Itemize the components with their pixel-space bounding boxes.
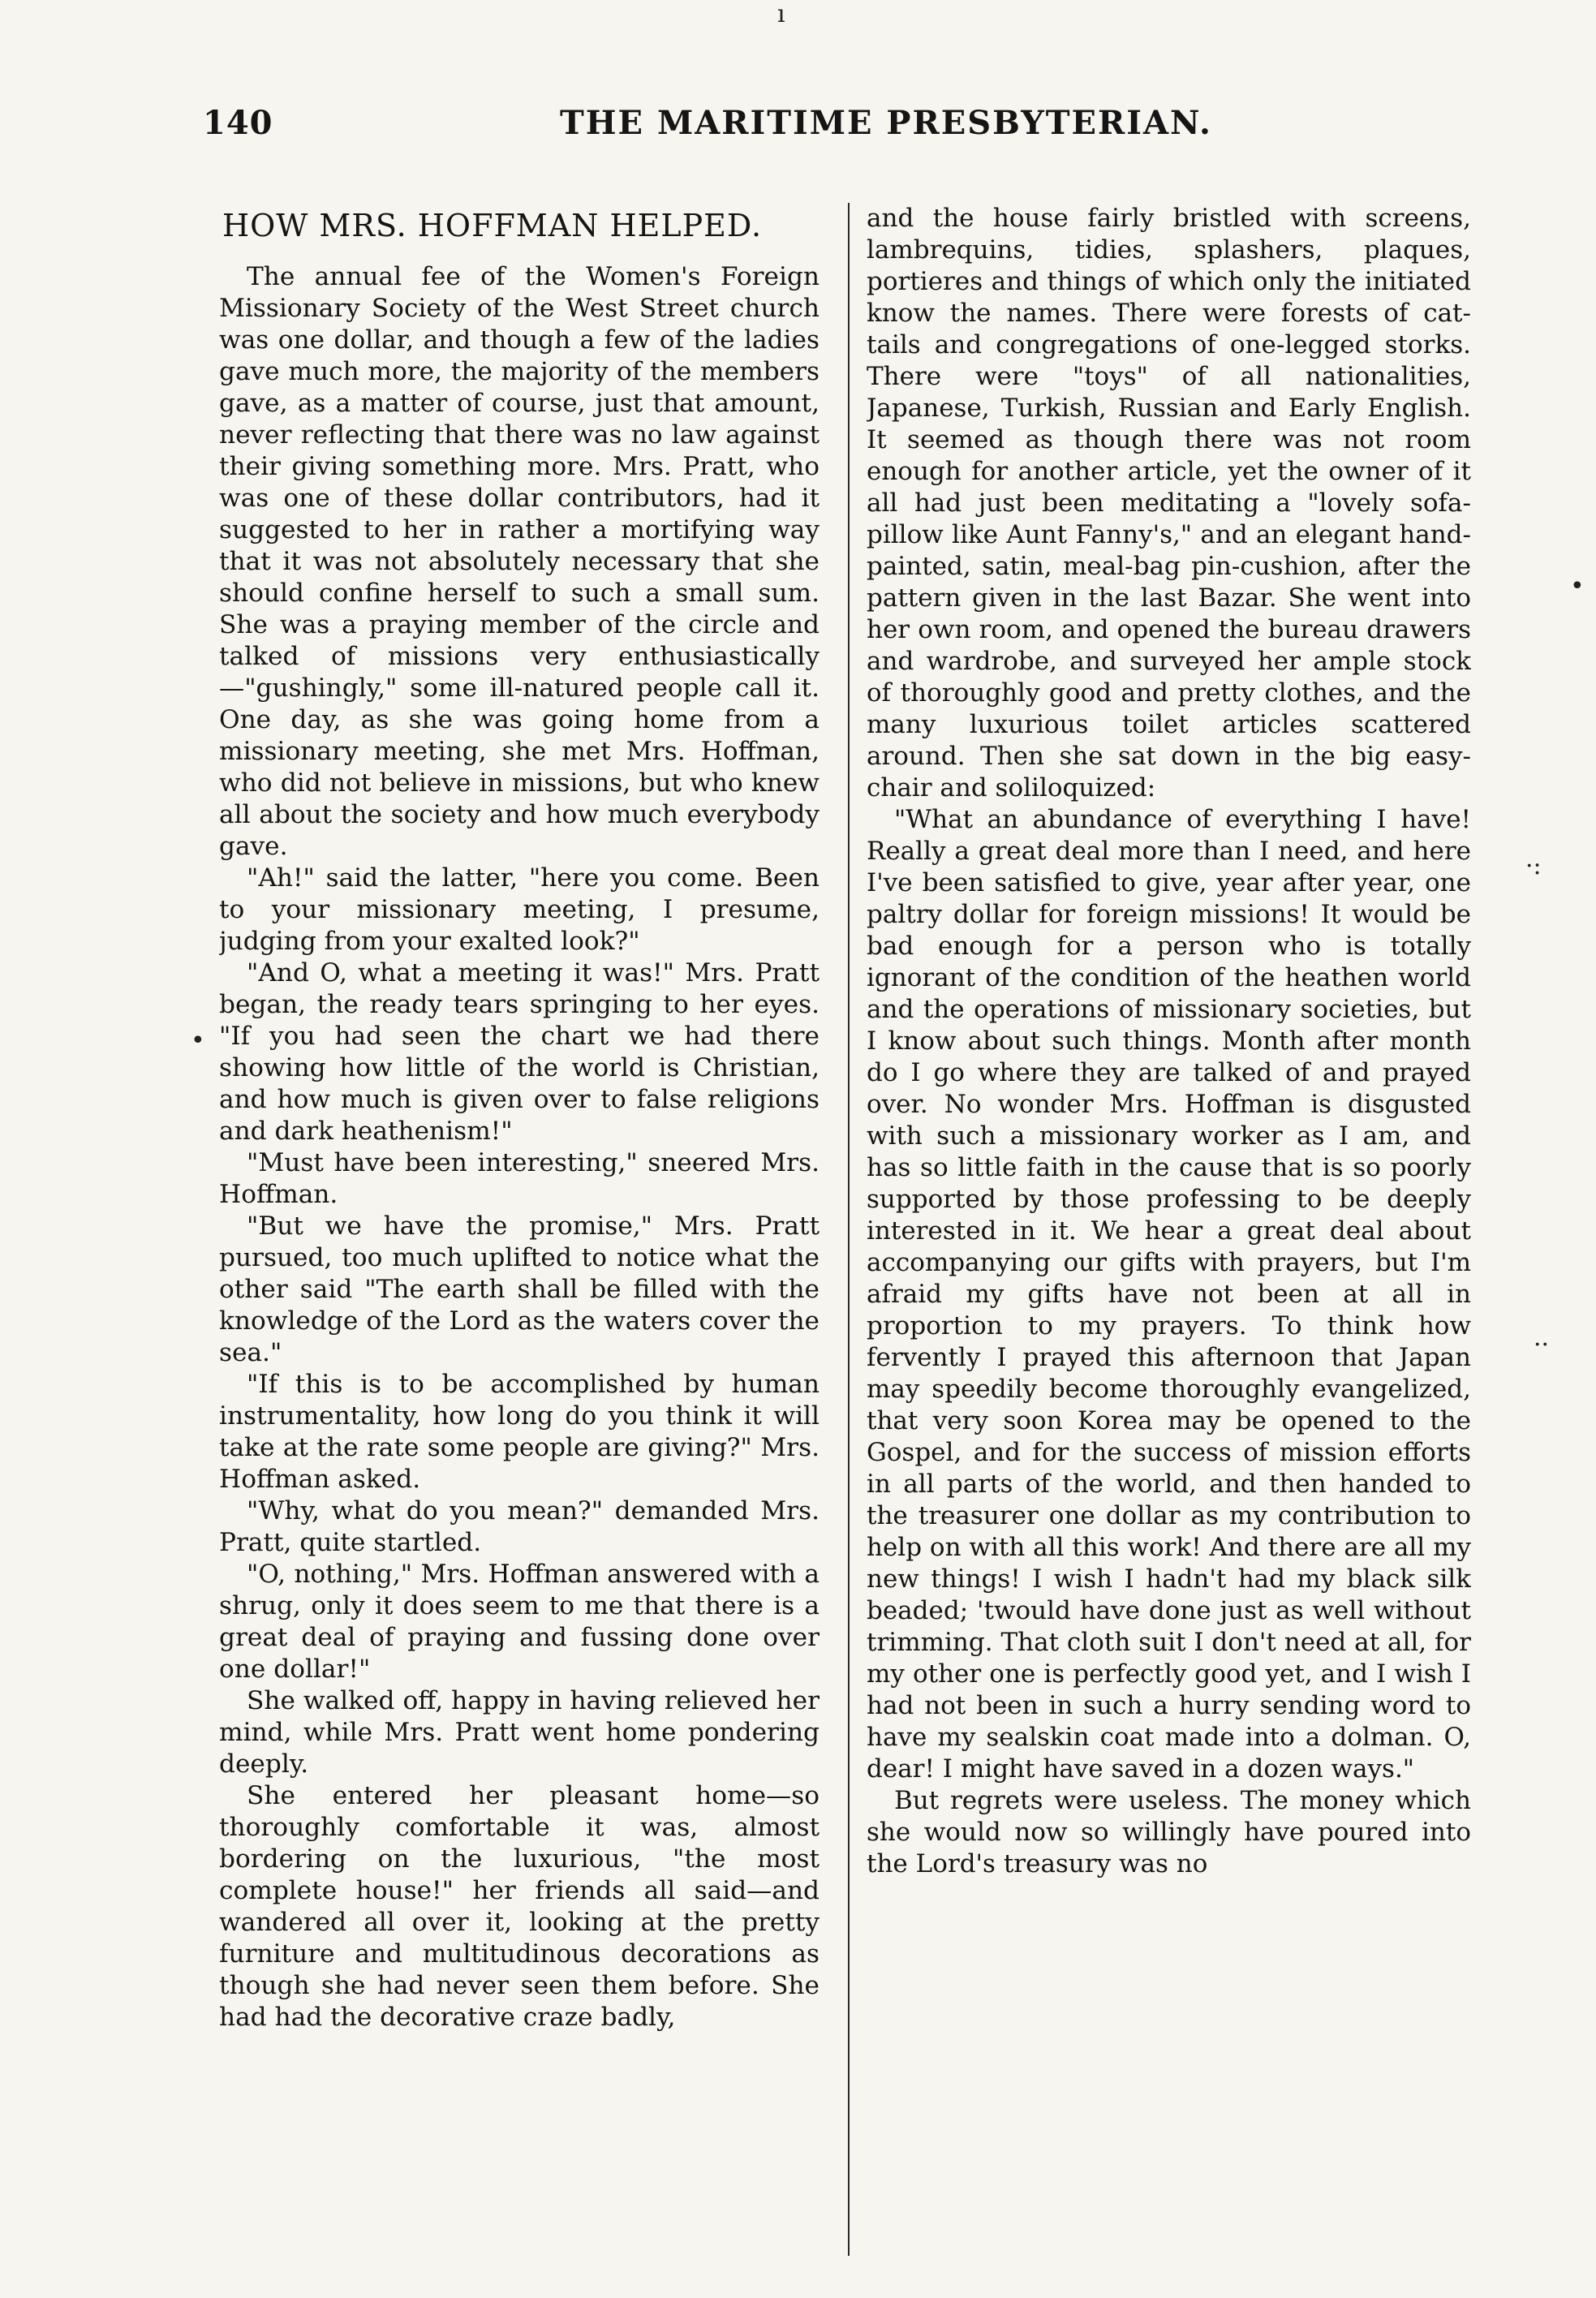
- left-paragraph: "If this is to be accomplished by human instrumentality, how long do you think it will take at the rate some people are giving?" Mrs. Hoffman asked.: [219, 1370, 820, 1494]
- print-speck: ı: [777, 0, 785, 28]
- left-column: [219, 203, 820, 2264]
- left-paragraph: The annual fee of the Women's Foreign Missionary Society of the West Street church was one dollar, and though a few of the ladies gave much more, the majority of the members gave, as a matter of course, just that amount, never reflecting that there was no law against their giving something more. Mrs. Pratt, who was one of these dollar contributors, had it suggested to her in rather a mortifying way that it was not absolutely necessary that she should confine herself to such a small sum. She was a praying member of the circle and talked of missions very enthusiastically—"gushingly," some ill-natured people call it. One day, as she was going home from a missionary meeting, she met Mrs. Hoffman, who did not believe in missions, but who knew all about the society and how much everybody gave.: [219, 262, 820, 861]
- right-paragraph: and the house fairly bristled with screens, lambrequins, tidies, splashers, plaques, portieres and things of which only the initiated know the names. There were forests of cat-tails and congregations of one-legged storks. There were "toys" of all nationalities, Japanese, Turkish, Russian and Early English. It seemed as though there was not room enough for another article, yet the owner of it all had just been meditating a "lovely sofa-pillow like Aunt Fanny's," and an elegant hand-painted, satin, meal-bag pin-cushion, after the pattern given in the last Bazar. She went into her own room, and opened the bureau drawers and wardrobe, and surveyed her ample stock of thoroughly good and pretty clothes, and the many luxurious toilet articles scattered around. Then she sat down in the big easy-chair and soliloquized:: [867, 204, 1471, 803]
- left-paragraph: "Why, what do you mean?" demanded Mrs. Pratt, quite startled.: [219, 1496, 820, 1557]
- right-paragraph: But regrets were useless. The money which she would now so willingly have poured into the Lord's treasury was no: [867, 1786, 1471, 1878]
- right-paragraph: "What an abundance of everything I have! Really a great deal more than I need, and here I've been satisfied to give, year after year, one paltry dollar for foreign missions! It would be bad enough for a person who is totally ignorant of the condition of the heathen world and the operations of missionary societies, but I know about such things. Month after month do I go where they are talked of and prayed over. No wonder Mrs. Hoffman is disgusted with such a missionary worker as I am, and has so little faith in the cause that is so poorly supported by those professing to be deeply interested in it. We hear a great deal about accompanying our gifts with prayers, but I'm afraid my gifts have not been at all in proportion to my prayers. To think how fervently I prayed this afternoon that Japan may speedily become thoroughly evangelized, that very soon Korea may be opened to the Gospel, and for the success of mission efforts in all parts of the world, and then handed to the treasurer one dollar as my contribution to help on with all this work! And there are all my new things! I wish I hadn't had my black silk beaded; 'twould have done just as well without trimming. That cloth suit I don't need at all, for my other one is perfectly good yet, and I wish I had not been in such a hurry sending word to have my sealskin coat made into a dolman. O, dear! I might have saved in a dozen ways.": [867, 805, 1471, 1784]
- print-speck: •: [191, 1026, 205, 1055]
- page-header: [203, 104, 1517, 153]
- right-column: [867, 203, 1471, 2264]
- column-divider: [848, 203, 850, 2256]
- left-paragraph: "O, nothing," Mrs. Hoffman answered with a shrug, only it does seem to me that there is a great deal of praying and fussing done over one dollar!": [219, 1560, 820, 1684]
- page-number: 140: [203, 104, 273, 142]
- journal-title: THE MARITIME PRESBYTERIAN.: [560, 104, 1212, 142]
- left-paragraph: She entered her pleasant home—so thoroughly comfortable it was, almost bordering on the luxurious, "the most complete house!" her friends all said—and wandered all over it, looking at the pretty furniture and multitudinous decorations as though she had never seen them before. She had had the decorative craze badly,: [219, 1781, 820, 2032]
- print-speck: ··: [1534, 1331, 1550, 1359]
- left-paragraph: "And O, what a meeting it was!" Mrs. Pratt began, the ready tears springing to her eyes. "If you had seen the chart we had there showing how little of the world is Christian, and how much is given over to false religions and dark heathenism!": [219, 958, 820, 1146]
- left-paragraph: "Ah!" said the latter, "here you come. Been to your missionary meeting, I presume, judging from your exalted look?": [219, 863, 820, 956]
- left-paragraph: "But we have the promise," Mrs. Pratt pursued, too much uplifted to notice what the other said "The earth shall be filled with the knowledge of the Lord as the waters cover the sea.": [219, 1211, 820, 1367]
- left-paragraph: "Must have been interesting," sneered Mrs. Hoffman.: [219, 1148, 820, 1209]
- article-title: HOW MRS. HOFFMAN HELPED.: [222, 208, 763, 243]
- left-paragraph: She walked off, happy in having relieved her mind, while Mrs. Pratt went home pondering deeply.: [219, 1686, 820, 1779]
- print-speck: •: [1570, 572, 1585, 600]
- print-speck: ·:: [1525, 852, 1542, 880]
